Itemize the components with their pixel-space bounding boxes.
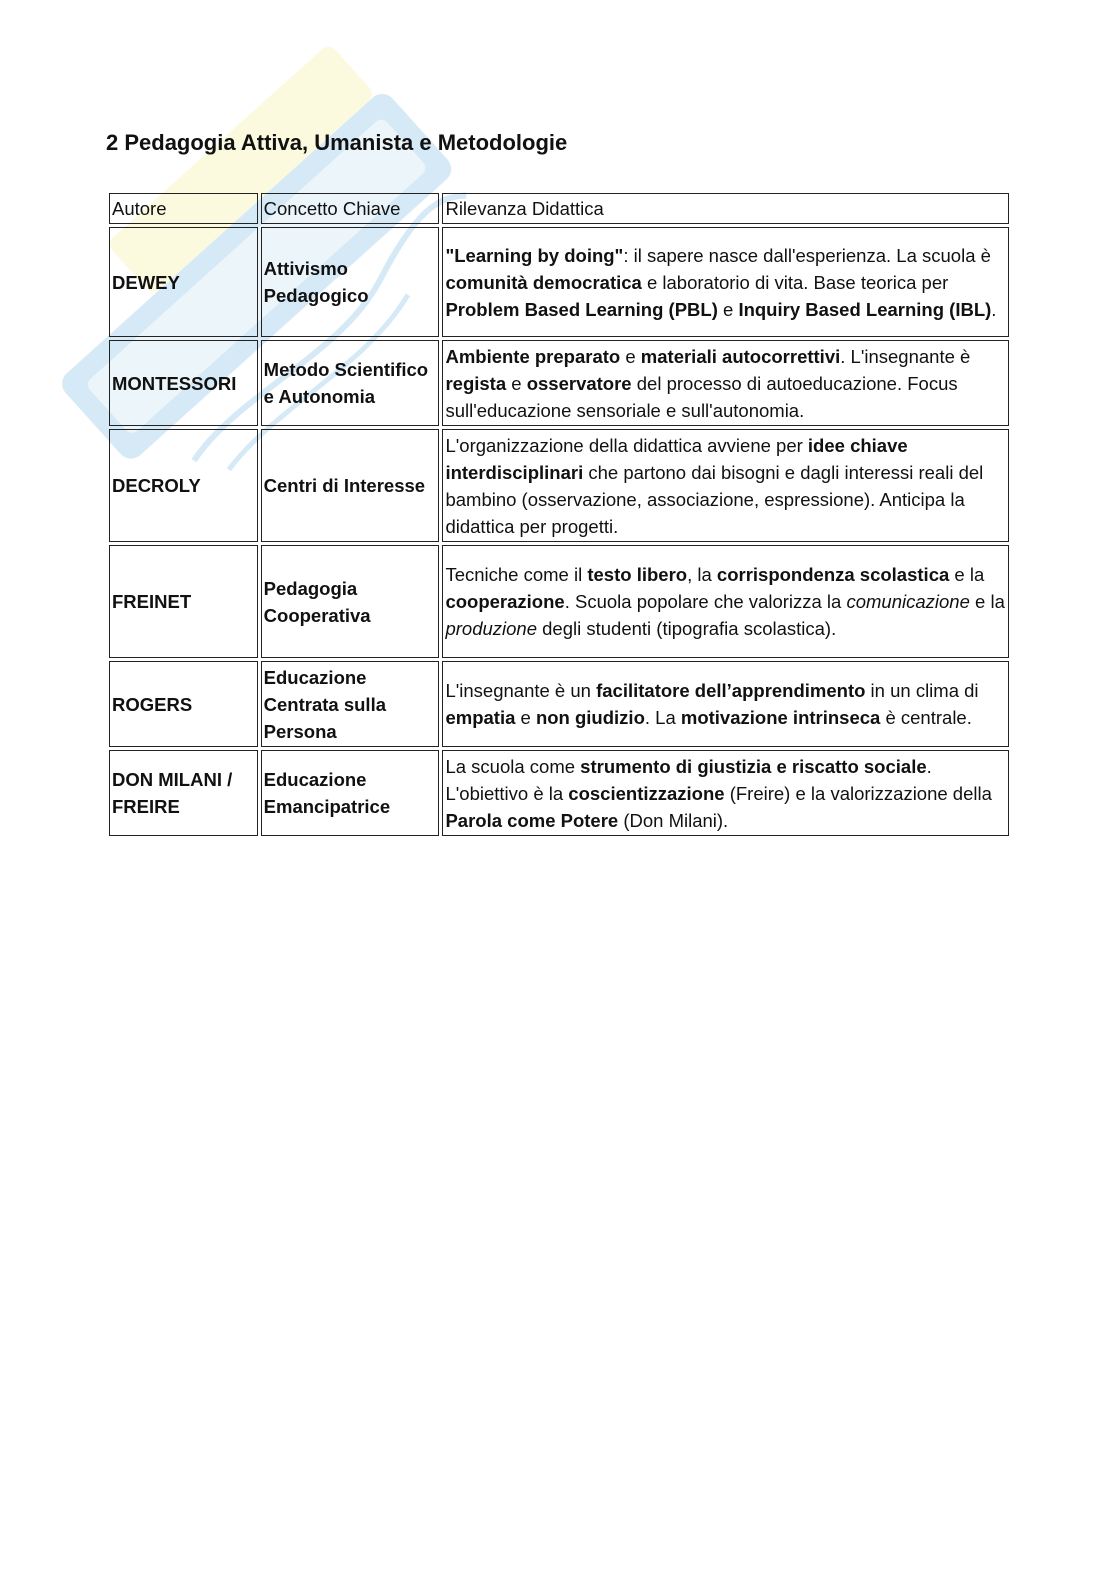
bold-text: strumento di giustizia e riscatto sociale <box>580 755 927 777</box>
description-text: che partono dai bisogni e dagli interessi reali del bambino (osservazione, associazione, espressione). Anticipa la didattica per progetti. <box>445 461 984 537</box>
description-text: e <box>506 372 527 394</box>
table-row <box>109 545 1009 658</box>
description-text: . L'obiettivo è la <box>445 755 932 804</box>
description-text: . Scuola popolare che valorizza la <box>564 591 847 612</box>
description-text: (Freire) e la valorizzazione della <box>724 782 992 804</box>
description-text: e laboratorio di vita. Base teorica per <box>641 271 949 293</box>
concept-cell: Pedagogia Cooperativa <box>261 545 440 658</box>
bold-text: Ambiente preparato <box>445 345 621 367</box>
table-row <box>109 340 1009 426</box>
bold-text: idee chiave interdisciplinari <box>445 434 908 483</box>
bold-text: Parola come Potere <box>445 809 619 831</box>
bold-text: Inquiry Based Learning (IBL) <box>738 298 992 320</box>
description-cell <box>442 661 1009 747</box>
table-row <box>109 227 1009 337</box>
header-cell-autore: Autore <box>109 193 258 224</box>
description-text: . L'insegnante è <box>840 345 971 367</box>
description-cell <box>442 340 1009 426</box>
concept-cell: Metodo Scientifico e Autonomia <box>261 340 440 426</box>
table-row <box>109 429 1009 542</box>
description-text: e <box>717 298 739 320</box>
description-text: in un clima di <box>865 680 979 701</box>
description-text: La scuola come <box>445 755 581 777</box>
author-cell: MONTESSORI <box>109 340 258 426</box>
description-text: Tecniche come il <box>445 564 588 585</box>
concept-cell: Educazione Emancipatrice <box>261 750 440 836</box>
concept-cell: Educazione Centrata sulla Persona <box>261 661 440 747</box>
bold-text: "Learning by doing" <box>445 244 624 266</box>
bold-text: osservatore <box>526 372 632 394</box>
description-cell <box>442 429 1009 542</box>
description-cell <box>442 750 1009 836</box>
header-cell-concetto: Concetto Chiave <box>261 193 440 224</box>
italic-text: comunicazione <box>846 591 970 612</box>
concept-cell: Centri di Interesse <box>261 429 440 542</box>
description-text: e <box>515 707 536 728</box>
description-text: . <box>991 298 997 320</box>
bold-text: empatia <box>445 707 516 728</box>
concept-cell: Attivismo Pedagogico <box>261 227 440 337</box>
bold-text: cooperazione <box>445 591 565 612</box>
author-cell: DON MILANI / FREIRE <box>109 750 258 836</box>
description-text: degli studenti (tipografia scolastica). <box>537 618 837 639</box>
author-cell: DECROLY <box>109 429 258 542</box>
bold-text: non giudizio <box>535 707 645 728</box>
table-row <box>109 661 1009 747</box>
table-row <box>109 750 1009 836</box>
description-text: : il sapere nasce dall'esperienza. La scuola è <box>623 244 991 266</box>
bold-text: corrispondenza scolastica <box>716 564 950 585</box>
author-cell: FREINET <box>109 545 258 658</box>
bold-text: materiali autocorrettivi <box>640 345 841 367</box>
bold-text: testo libero <box>587 564 688 585</box>
bold-text: comunità democratica <box>445 271 642 293</box>
bold-text: Problem Based Learning (PBL) <box>445 298 718 320</box>
page-title: 2 Pedagogia Attiva, Umanista e Metodologie <box>106 130 568 155</box>
bold-text: facilitatore dell’apprendimento <box>596 680 866 701</box>
description-text: del processo di autoeducazione. Focus sull'educazione sensoriale e sull'autonomia. <box>445 372 958 421</box>
description-text: , la <box>687 564 717 585</box>
description-text: e la <box>949 564 985 585</box>
description-text: (Don Milani). <box>618 809 729 831</box>
bold-text: coscientizzazione <box>568 782 725 804</box>
description-cell <box>442 227 1009 337</box>
pedagogy-table <box>106 190 1012 839</box>
description-text: e la <box>969 591 1005 612</box>
description-text: e <box>620 345 641 367</box>
author-cell: DEWEY <box>109 227 258 337</box>
description-text: L'organizzazione della didattica avviene per <box>445 434 808 456</box>
description-text: è centrale. <box>880 707 972 728</box>
bold-text: regista <box>445 372 507 394</box>
table-header-row <box>109 193 1009 224</box>
description-cell <box>442 545 1009 658</box>
header-cell-rilevanza: Rilevanza Didattica <box>442 193 1009 224</box>
description-text: L'insegnante è un <box>445 680 597 701</box>
description-text: . La <box>644 707 681 728</box>
author-cell: ROGERS <box>109 661 258 747</box>
bold-text: motivazione intrinseca <box>680 707 881 728</box>
italic-text: produzione <box>445 618 537 639</box>
